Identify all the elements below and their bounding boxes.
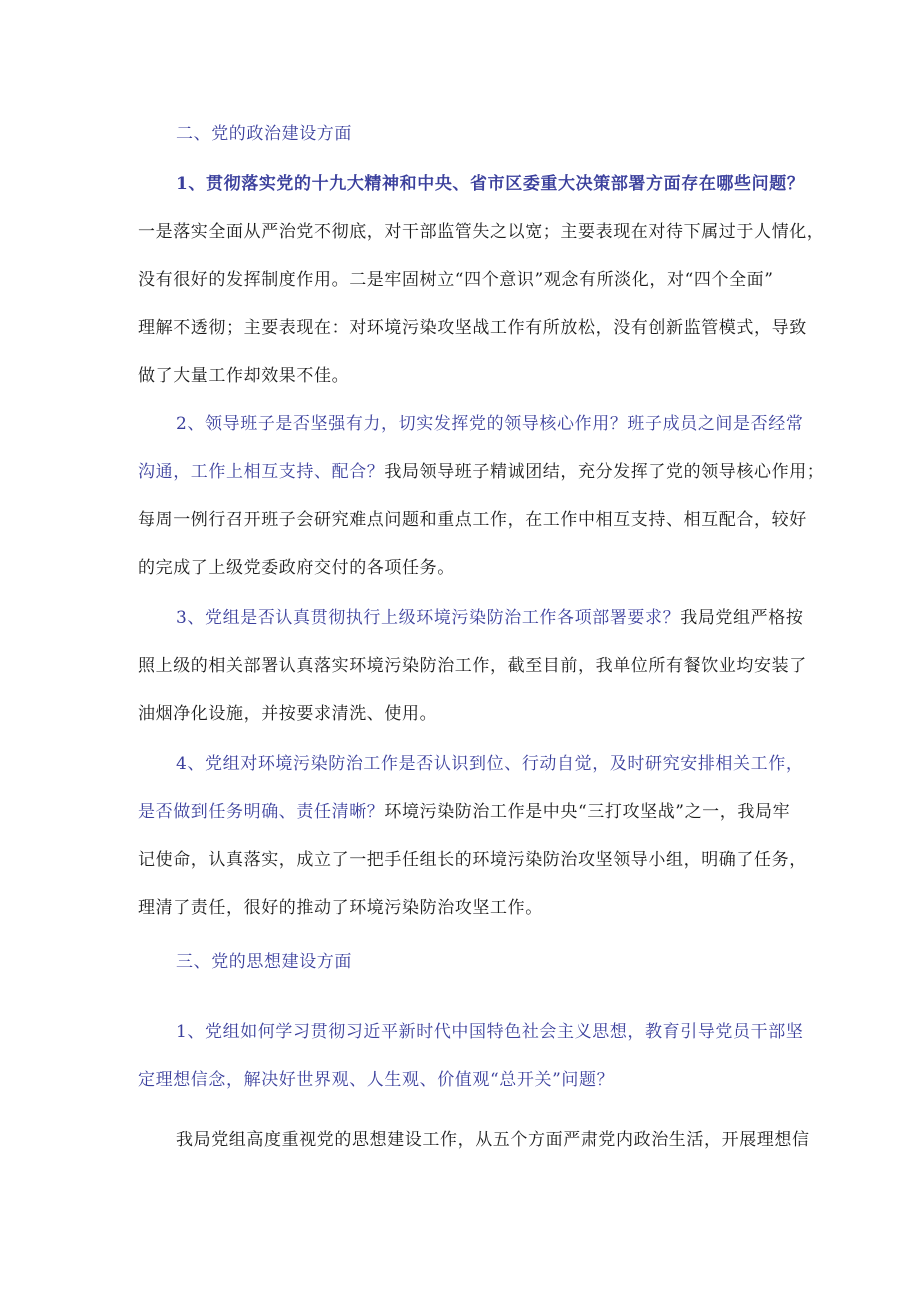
paragraph-ideological: 我局党组高度重视党的思想建设工作，从五个方面严肃党内政治生活，开展理想信 [176,1130,810,1150]
answer-line: 理解不透彻；主要表现在：对环境污染攻坚战工作有所放松，没有创新监管模式，导致 [138,318,807,338]
question-2-line2: 沟通，工作上相互支持、配合？ [138,462,385,482]
answer-line: 做了大量工作却效果不佳。 [138,366,350,386]
question-3-political-line [176,606,803,630]
question-4-continuation [138,800,790,824]
question-4-line2: 是否做到任务明确、责任清晰？ [138,802,385,822]
question-1-political: 1、贯彻落实党的十九大精神和中央、省市区委重大决策部署方面存在哪些问题？ [176,174,805,194]
answer-2-inline: 我局领导班子精诚团结，充分发挥了党的领导核心作用； [384,462,825,482]
answer-line: 每周一例行召开班子会研究难点问题和重点工作，在工作中相互支持、相互配合，较好 [138,510,807,530]
question-1-ideological-line2: 定理想信念，解决好世界观、人生观、价值观“总开关”问题？ [138,1070,615,1090]
answer-line: 照上级的相关部署认真落实环境污染防治工作，截至目前，我单位所有餐饮业均安装了 [138,656,807,676]
answer-4-inline: 环境污染防治工作是中央“三打攻坚战”之一，我局牢 [384,802,791,822]
question-2-political: 2、领导班子是否坚强有力，切实发挥党的领导核心作用？班子成员之间是否经常 [176,414,804,434]
question-1-ideological: 1、党组如何学习贯彻习近平新时代中国特色社会主义思想，教育引导党员干部坚 [176,1022,804,1042]
answer-line: 的完成了上级党委政府交付的各项任务。 [138,558,455,578]
question-4-political: 4、党组对环境污染防治工作是否认识到位、行动自觉，及时研究安排相关工作， [176,754,804,774]
answer-line: 理清了责任，很好的推动了环境污染防治攻坚工作。 [138,898,543,918]
answer-3-inline: 我局党组严格按 [680,608,804,628]
question-2-continuation [138,460,824,484]
answer-line: 记使命，认真落实，成立了一把手任组长的环境污染防治攻坚领导小组，明确了任务， [138,850,807,870]
section-heading-ideological: 三、党的思想建设方面 [176,952,352,972]
answer-line: 一是落实全面从严治党不彻底，对干部监管失之以宽；主要表现在对待下属过于人情化， [138,222,825,242]
question-3: 3、党组是否认真贯彻执行上级环境污染防治工作各项部署要求？ [176,608,681,628]
answer-line: 油烟净化设施，并按要求清洗、使用。 [138,704,438,724]
answer-line: 没有很好的发挥制度作用。二是牢固树立“四个意识”观念有所淡化，对“四个全面” [138,270,774,290]
section-heading-political: 二、党的政治建设方面 [176,124,352,144]
